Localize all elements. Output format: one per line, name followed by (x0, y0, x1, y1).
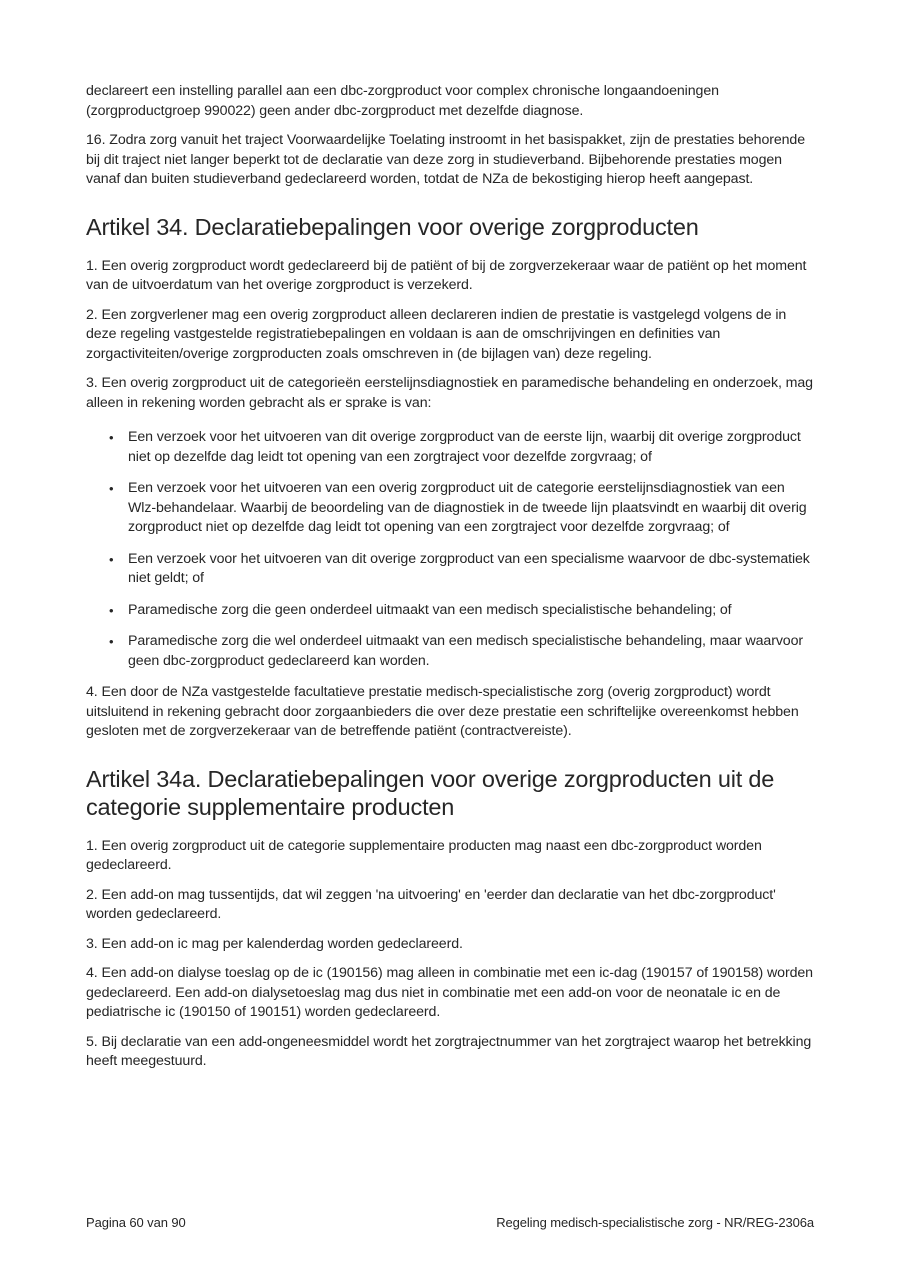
list-item-text: Een verzoek voor het uitvoeren van dit overige zorgproduct van de eerste lijn, waarbij dit overige zorgproduct niet op dezelfde dag leidt tot opening van een zorgtraject voor dezelfde zorgvraag; of (128, 429, 801, 465)
article-34a-item-5: 5. Bij declaratie van een add-ongeneesmiddel wordt het zorgtrajectnummer van het zorgtraject waarop het betrekking heeft meegestuurd. (86, 1033, 812, 1069)
list-item-text: Een verzoek voor het uitvoeren van dit overige zorgproduct van een specialisme waarvoor de dbc-systematiek niet geldt; of (128, 550, 810, 586)
bullet-icon: • (109, 602, 114, 618)
document-reference: Regeling medisch-specialistische zorg - NR/REG-2306a (496, 1215, 814, 1230)
bullet-list (86, 428, 816, 671)
list-item (86, 601, 816, 621)
article-34a-item-1: 1. Een overig zorgproduct uit de categorie supplementaire producten mag naast een dbc-zorgproduct worden gedeclareerd. (86, 837, 762, 873)
list-item (86, 632, 816, 671)
list-item-text: Paramedische zorg die wel onderdeel uitmaakt van een medisch specialistische behandeling, maar waarvoor geen dbc-zorgproduct gedeclareerd kan worden. (128, 633, 804, 669)
article-34a-item-3: 3. Een add-on ic mag per kalenderdag worden gedeclareerd. (86, 935, 463, 952)
paragraph-continued: declareert een instelling parallel aan een dbc-zorgproduct voor complex chronische longaandoeningen (zorgproductgroep 990022) geen ander dbc-zorgproduct met dezelfde diagnose. (86, 83, 719, 119)
list-item (86, 479, 816, 538)
article-34a-heading: Artikel 34a. Declaratiebepalingen voor overige zorgproducten uit de categorie supplementaire producten (86, 765, 775, 820)
article-34a-item-4: 4. Een add-on dialyse toeslag op de ic (190156) mag alleen in combinatie met een ic-dag (190157 of 190158) worden gedeclareerd. Een add-on dialysetoeslag mag dus niet in combinatie met een add-on voor de neonatale ic en de pediatrische ic (190150 of 190151) worden gedeclareerd. (86, 965, 813, 1020)
article-34-item-3: 3. Een overig zorgproduct uit de categorieën eerstelijnsdiagnostiek en paramedische behandeling en onderzoek, mag alleen in rekening worden gebracht als er sprake is van: (86, 375, 813, 411)
list-item-text: Een verzoek voor het uitvoeren van een overig zorgproduct uit de categorie eerstelijnsdiagnostiek van een Wlz-behandelaar. Waarbij de beoordeling van de diagnostiek in de tweede lijn plaatsvindt en waarbij dit overig zorgproduct niet op dezelfde dag leidt tot opening van een zorgtraject voor dezelfde zorgvraag; of (128, 480, 807, 535)
bullet-icon: • (109, 481, 114, 496)
list-item-text: Paramedische zorg die geen onderdeel uitmaakt van een medisch specialistische behandeling; of (128, 601, 732, 618)
document-body (86, 82, 816, 1082)
article-34a-item-2: 2. Een add-on mag tussentijds, dat wil zeggen 'na uitvoering' en 'eerder dan declaratie van het dbc-zorgproduct' worden gedeclareerd. (86, 886, 776, 922)
article-34-item-1: 1. Een overig zorgproduct wordt gedeclareerd bij de patiënt of bij de zorgverzekeraar waar de patiënt op het moment van de uitvoerdatum van het overige zorgproduct is verzekerd. (86, 257, 807, 293)
list-item (86, 428, 816, 467)
bullet-icon: • (109, 430, 114, 445)
bullet-icon: • (109, 634, 114, 649)
page-number: Pagina 60 van 90 (86, 1215, 186, 1230)
paragraph-item-16: 16. Zodra zorg vanuit het traject Voorwaardelijke Toelating instroomt in het basispakket, zijn de prestaties behorende bij dit traject niet langer beperkt tot de declaratie van deze zorg in studieverband. Bijbehorende prestaties mogen vanaf dan buiten studieverband gedeclareerd worden, totdat de NZa de bekostiging hierop heeft aangepast. (86, 132, 806, 187)
page-footer (86, 1215, 814, 1231)
list-item (86, 550, 816, 589)
article-34-item-4: 4. Een door de NZa vastgestelde facultatieve prestatie medisch-specialistische zorg (overig zorgproduct) wordt uitsluitend in rekening gebracht door zorgaanbieders die over deze prestatie een schriftelijke overeenkomst hebben gesloten met de zorgverzekeraar van de betreffende patiënt (contractvereiste). (86, 684, 799, 739)
bullet-icon: • (109, 551, 114, 567)
article-34-item-2: 2. Een zorgverlener mag een overig zorgproduct alleen declareren indien de prestatie is vastgelegd volgens de in deze regeling vastgestelde registratiebepalingen en voldaan is aan de omschrijvingen en definities van zorgactiviteiten/overige zorgproducten zoals omschreven in (de bijlagen van) deze regeling. (86, 306, 787, 362)
article-34-heading: Artikel 34. Declaratiebepalingen voor overige zorgproducten (86, 213, 699, 240)
